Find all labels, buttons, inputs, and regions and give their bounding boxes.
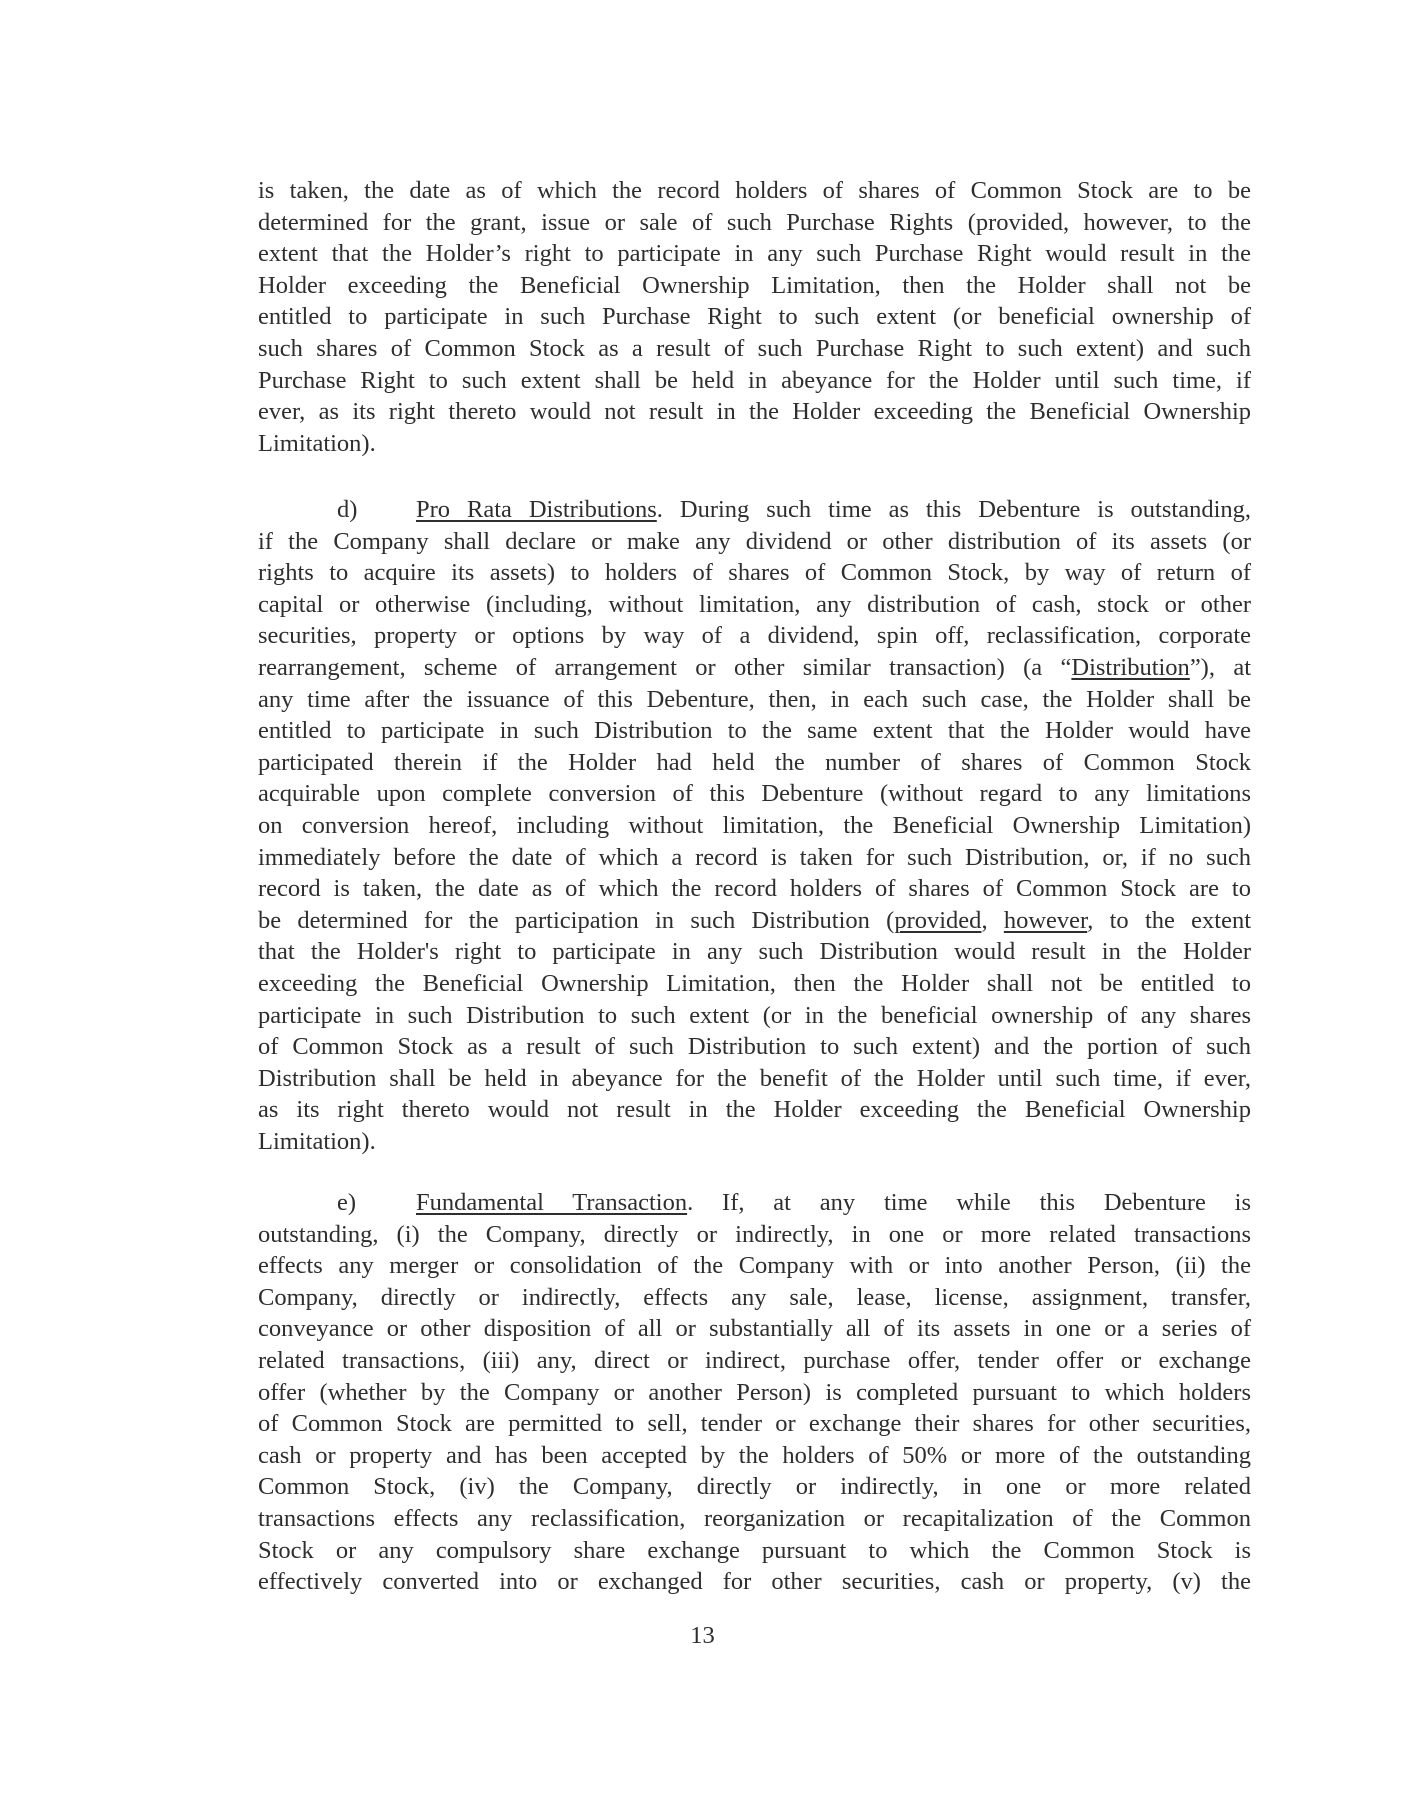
section-e-first-line bbox=[258, 1187, 1251, 1219]
text-line: participate in such Distribution to such extent (or in the beneficial ownership of any shares bbox=[258, 1001, 1251, 1029]
text-line: rights to acquire its assets) to holders of shares of Common Stock, by way of return of bbox=[258, 559, 1251, 587]
text-line: Common Stock, (iv) the Company, directly or indirectly, in one or more related bbox=[258, 1473, 1251, 1501]
text-line: immediately before the date of which a record is taken for such Distribution, or, if no such bbox=[258, 843, 1251, 871]
text-span: , bbox=[981, 906, 1004, 934]
text-line: is taken, the date as of which the record holders of shares of Common Stock are to be bbox=[258, 177, 1251, 204]
text-line: participated therein if the Holder had held the number of shares of Common Stock bbox=[258, 748, 1251, 776]
text-line: determined for the grant, issue or sale of such Purchase Rights (provided, however, to the bbox=[258, 208, 1251, 236]
text-line: extent that the Holder’s right to participate in any such Purchase Right would result in the bbox=[258, 240, 1251, 268]
text-line: on conversion hereof, including without limitation, the Beneficial Ownership Limitation) bbox=[258, 811, 1251, 839]
text-line: exceeding the Beneficial Ownership Limitation, then the Holder shall not be entitled to bbox=[258, 969, 1251, 997]
text-line: of Common Stock are permitted to sell, tender or exchange their shares for other securities, bbox=[258, 1410, 1251, 1438]
text-span: be determined for the participation in such Distribution ( bbox=[258, 906, 895, 934]
text-line: conveyance or other disposition of all or substantially all of its assets in one or a series of bbox=[258, 1315, 1251, 1343]
text-span: , to the extent bbox=[1087, 906, 1252, 934]
section-d-first-line bbox=[258, 494, 1251, 526]
section-d-label: d) bbox=[337, 496, 358, 523]
text-line: as its right thereto would not result in the Holder exceeding the Beneficial Ownership bbox=[258, 1096, 1251, 1124]
emphasis-however: however bbox=[1003, 906, 1088, 934]
text-line: Holder exceeding the Beneficial Ownership Limitation, then the Holder shall not be bbox=[258, 271, 1251, 299]
text-line: any time after the issuance of this Debenture, then, in each such case, the Holder shall be bbox=[258, 685, 1251, 713]
text-line: cash or property and has been accepted by the holders of 50% or more of the outstanding bbox=[258, 1441, 1251, 1469]
text-span: ”), at bbox=[1189, 653, 1252, 681]
text-line: outstanding, (i) the Company, directly or indirectly, in one or more related transactions bbox=[258, 1220, 1251, 1248]
text-span: rearrangement, scheme of arrangement or other similar transaction) (a “ bbox=[258, 653, 1072, 681]
text-line: acquirable upon complete conversion of this Debenture (without regard to any limitations bbox=[258, 780, 1251, 808]
text-line: effectively converted into or exchanged for other securities, cash or property, (v) the bbox=[258, 1568, 1251, 1596]
text-line: of Common Stock as a result of such Distribution to such extent) and the portion of such bbox=[258, 1033, 1251, 1061]
text-line: Company, directly or indirectly, effects any sale, lease, license, assignment, transfer, bbox=[258, 1283, 1251, 1311]
section-e-fundamental-transaction bbox=[258, 1187, 1251, 1598]
text-line: capital or otherwise (including, without limitation, any distribution of cash, stock or other bbox=[258, 590, 1251, 618]
text-line: Limitation). bbox=[258, 429, 376, 457]
paragraph-c-continuation bbox=[258, 175, 1251, 459]
text-line: if the Company shall declare or make any dividend or other distribution of its assets (or bbox=[258, 527, 1251, 555]
defined-term-distribution: Distribution bbox=[1071, 653, 1190, 681]
section-d-first-line-rest: . During such time as this Debenture is outstanding, bbox=[656, 496, 1252, 523]
section-d-heading: Pro Rata Distributions bbox=[416, 496, 657, 523]
emphasis-provided: provided bbox=[894, 906, 982, 934]
page-number: 13 bbox=[690, 1622, 715, 1649]
text-line: transactions effects any reclassification, reorganization or recapitalization of the Common bbox=[258, 1504, 1251, 1532]
section-e-first-line-rest: . If, at any time while this Debenture is bbox=[687, 1189, 1252, 1216]
text-line: securities, property or options by way of a dividend, spin off, reclassification, corporate bbox=[258, 622, 1251, 650]
text-line: that the Holder's right to participate in any such Distribution would result in the Holder bbox=[258, 938, 1251, 966]
section-e-heading: Fundamental Transaction bbox=[416, 1189, 688, 1216]
text-line-distribution-definition bbox=[258, 652, 1251, 684]
section-e-label: e) bbox=[337, 1189, 357, 1216]
text-line: offer (whether by the Company or another Person) is completed pursuant to which holders bbox=[258, 1378, 1251, 1406]
text-line: effects any merger or consolidation of the Company with or into another Person, (ii) the bbox=[258, 1252, 1251, 1280]
text-line: record is taken, the date as of which the record holders of shares of Common Stock are to bbox=[258, 875, 1251, 903]
text-line: such shares of Common Stock as a result of such Purchase Right to such extent) and such bbox=[258, 334, 1251, 362]
text-line: entitled to participate in such Purchase Right to such extent (or beneficial ownership of bbox=[258, 303, 1251, 331]
text-line: Stock or any compulsory share exchange pursuant to which the Common Stock is bbox=[258, 1536, 1251, 1564]
text-line: entitled to participate in such Distribution to the same extent that the Holder would have bbox=[258, 717, 1251, 745]
text-line: related transactions, (iii) any, direct or indirect, purchase offer, tender offer or exchange bbox=[258, 1346, 1251, 1374]
text-line: Distribution shall be held in abeyance for the benefit of the Holder until such time, if ever, bbox=[258, 1064, 1251, 1092]
text-line-provided-however bbox=[258, 905, 1251, 937]
section-d-pro-rata-distributions bbox=[258, 494, 1251, 1157]
text-line: Purchase Right to such extent shall be held in abeyance for the Holder until such time, if bbox=[258, 366, 1251, 394]
text-line: Limitation). bbox=[258, 1127, 376, 1155]
text-line: ever, as its right thereto would not result in the Holder exceeding the Beneficial Ownership bbox=[258, 398, 1251, 426]
section-e-first-line-text bbox=[416, 1187, 1251, 1219]
section-d-first-line-text bbox=[416, 494, 1251, 526]
